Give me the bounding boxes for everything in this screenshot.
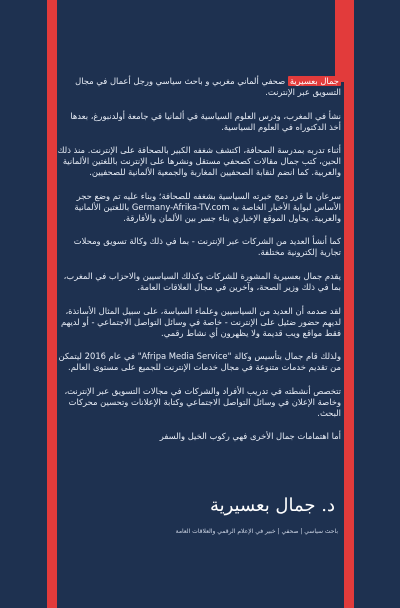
- paragraph: تتخصص أنشطته في تدريب الأفراد والشركات في مجالات التسويق عبر الإنترنت، وخاصة الإعلان في وسائل التواصل الاجتماعي وكتابة الإعلانات وتحسين محركات البحث.: [64, 385, 341, 418]
- signature-block: [60, 495, 338, 535]
- right-accent-bar: [344, 0, 354, 608]
- signature-caption: باحث سياسي | صحفي | خبير في الإعلام الرقمي والعلاقات العامة: [175, 528, 338, 535]
- bio-text: [57, 76, 341, 455]
- paragraph: لقد صدمه أن العديد من السياسيين وعلماء السياسة، على سبيل المثال الأساتذة، لديهم حضور ضئيل على الإنترنت - خاصة في وسائل التواصل الاجتماعي - أو لديهم فقط مواقع ويب قديمة ولا يظهرون أي نشاط رقمي.: [61, 305, 341, 338]
- intro-text: صحفي ألماني مغربي و باحث سياسي ورجل أعمال في مجال التسويق عبر الإنترنت.: [75, 76, 341, 97]
- left-accent-bar: [47, 0, 57, 608]
- paragraph: يقدم جمال بعسيرية المشورة للشركات وكذلك السياسيين والاحزاب في المغرب، بما في ذلك وزير الصحة، وآخرين في مجال العلاقات العامة.: [63, 270, 341, 292]
- signature-name: د. جمال بعسيرية: [209, 495, 335, 516]
- intro-paragraph: [57, 76, 341, 98]
- paragraph: نشأ في المغرب، ودرس العلوم السياسية في ألمانيا في جامعة أولدنبورغ، بعدها أخذ الدكتوراه في العلوم السياسية.: [70, 110, 341, 132]
- paragraph: أما اهتمامات جمال الأخرى فهي ركوب الخيل والسفر: [159, 431, 341, 442]
- paragraph: كما أنشأ العديد من الشركات عبر الإنترنت - بما في ذلك وكالة تسويق ومحلات تجارية إلكترونية مختلفة.: [73, 236, 341, 258]
- paragraph: سرعان ما قرر دمج خبرته السياسية بشغفه للصحافة؛ وبناء عليه تم وضع حجر الأساس لبوابة الأخبار الخاصة به Germany-Afrika-TV.com باللغتين الألمانية والعربية. يحاول الموقع الإخباري بناء جسر بين الألمان والأفارقة.: [74, 190, 341, 223]
- paragraph: أثناء تدربه بمدرسة الصحافة، اكتشف شغفه الكبير بالصحافة على الإنترنت. منذ ذلك الحين، كتب جمال مقالات كصحفي مستقل ونشرها على الإنترنت باللغتين الألمانية والعربية. كما انضم لنقابة الصحفيين المغاربة والجمعية الألمانية للصحفيين.: [57, 145, 341, 178]
- paragraph: ولذلك قام جمال بتأسيس وكالة "Afripa Media Service" في عام 2016 ليتمكن من تقديم خدمات متنوعة في مجال خدمات الإنترنت للجميع على مستوى العالم.: [58, 351, 341, 373]
- name-highlight: جمال بعسيرية: [289, 76, 339, 86]
- right-accent-bar-top: [335, 0, 345, 82]
